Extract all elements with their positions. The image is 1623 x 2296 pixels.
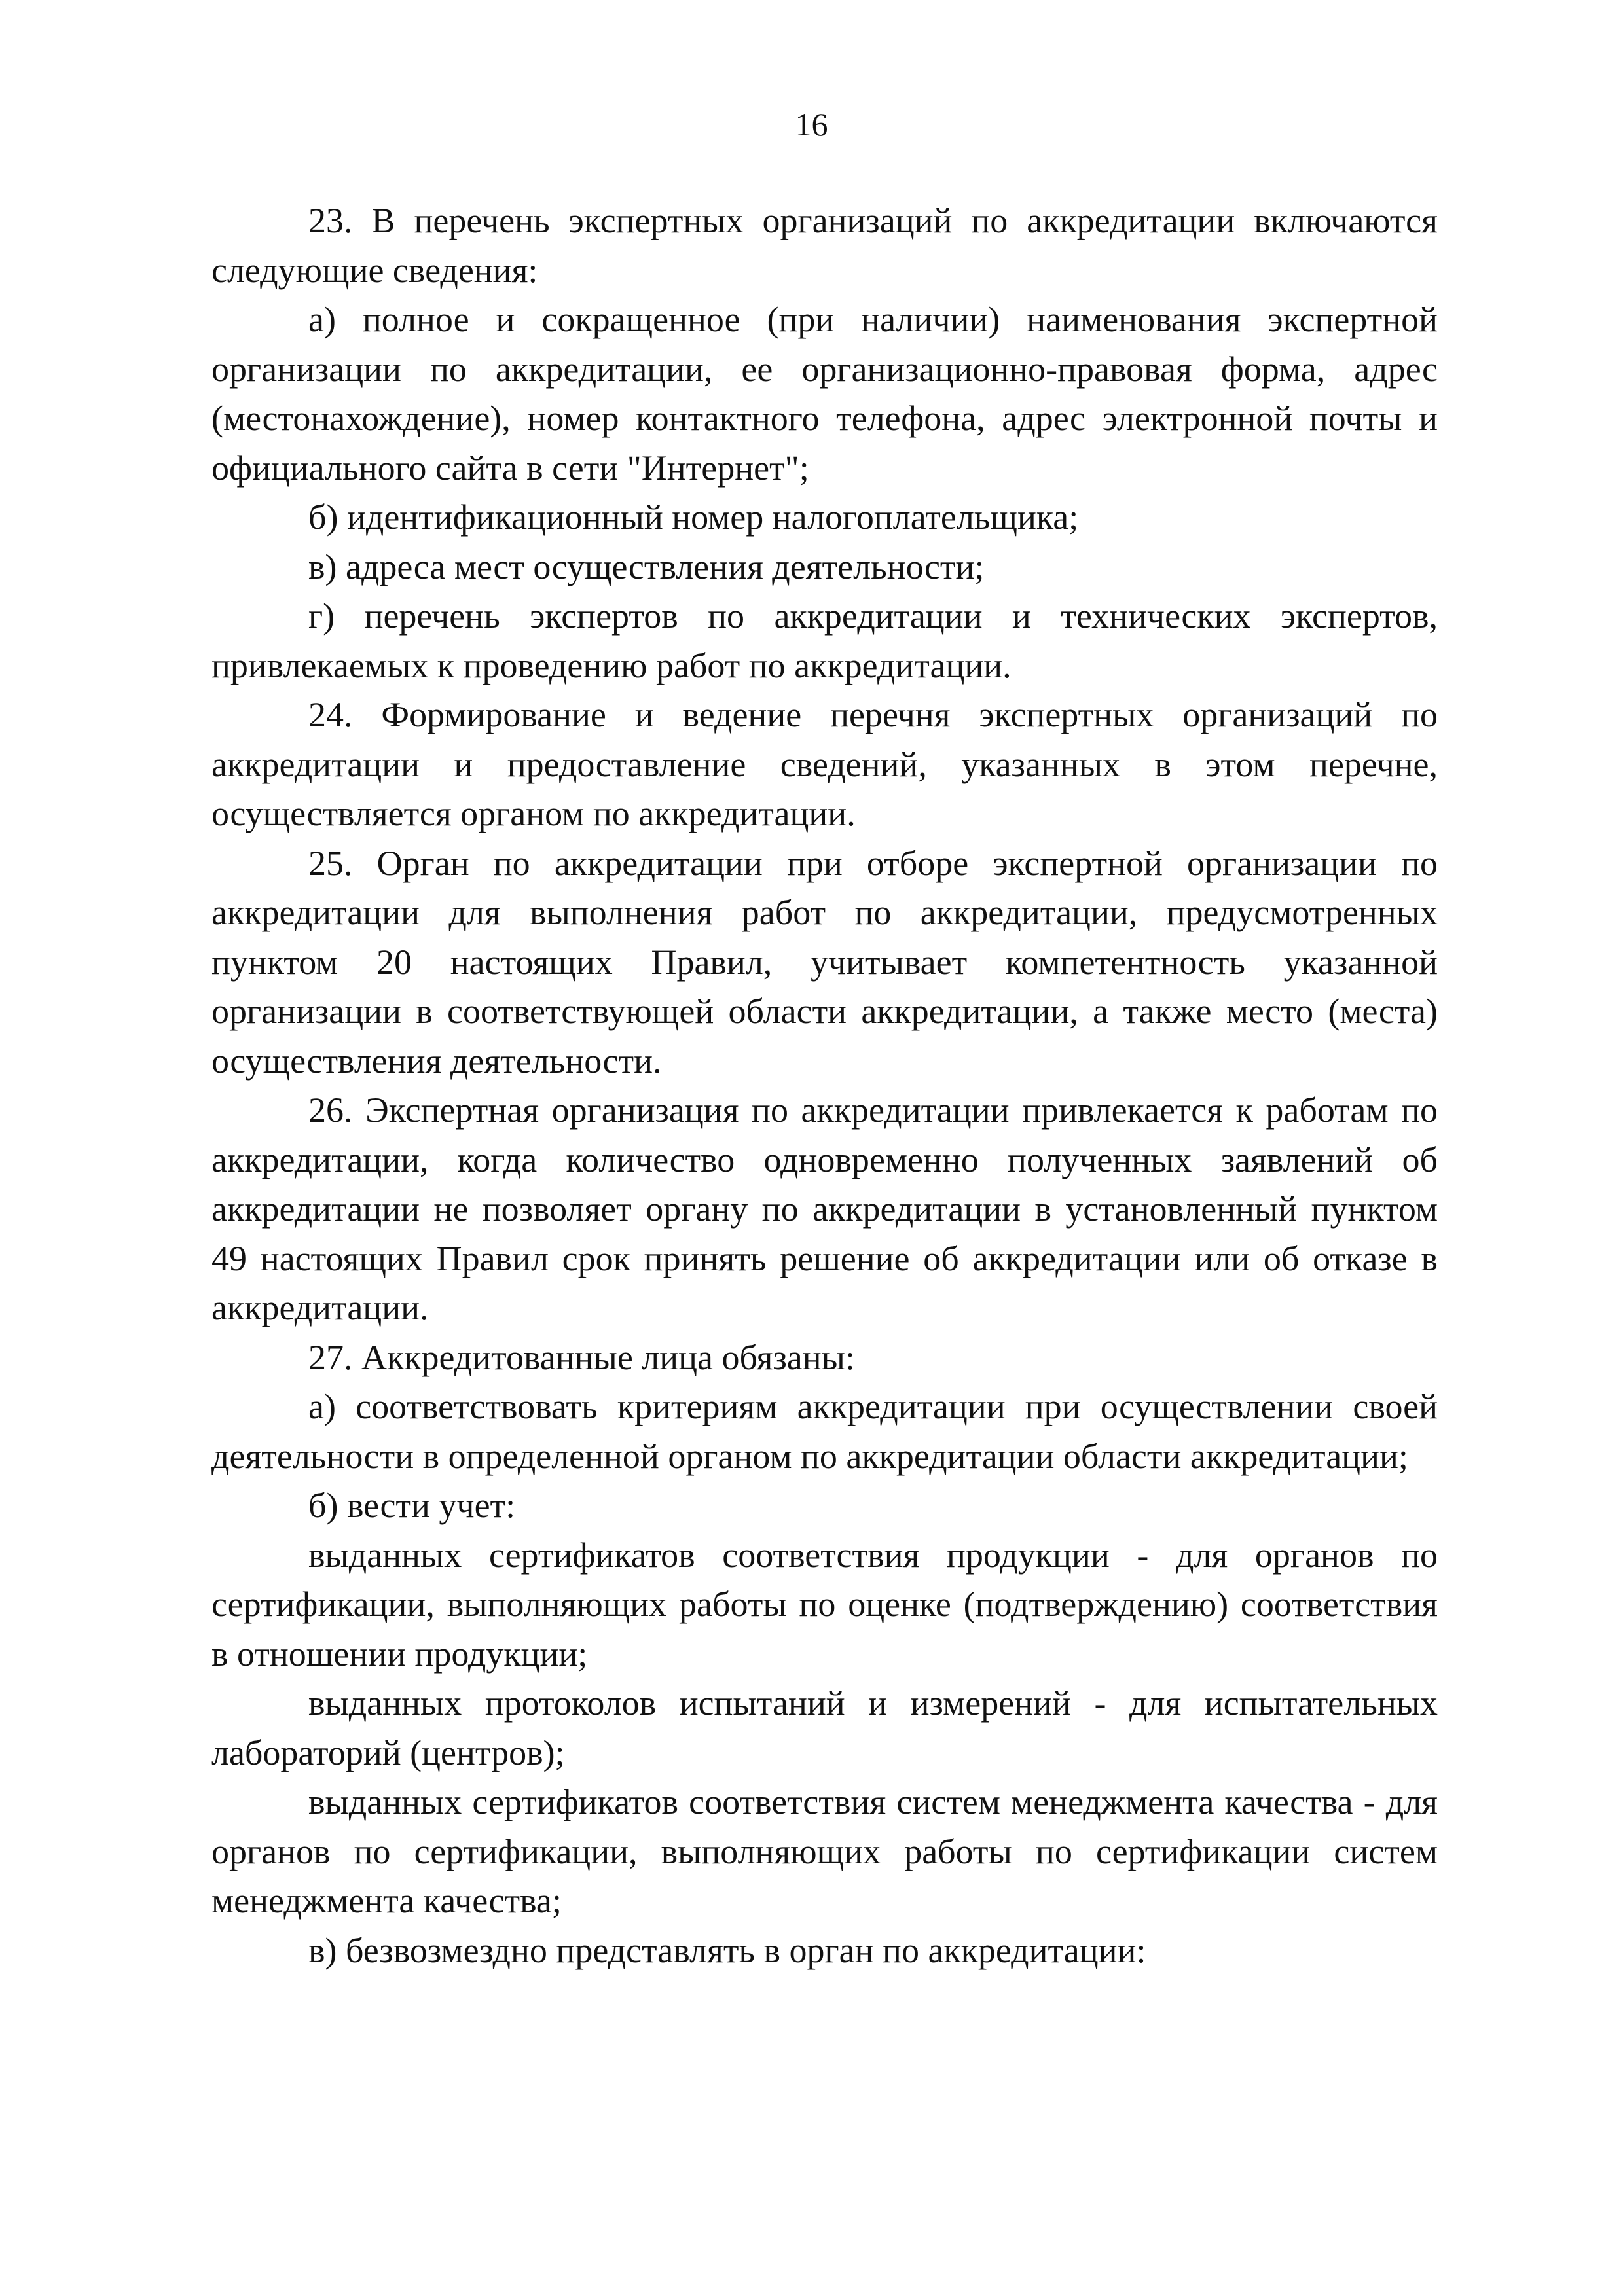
paragraph-23-a: а) полное и сокращенное (при наличии) наименования экспертной организации по аккредитации, ее организационно-правовая форма, адрес (местонахождение), номер контактного телефона, адрес электронной почты и официального сайта в сети "Интернет"; xyxy=(211,300,1438,488)
paragraph-24: 24. Формирование и ведение перечня экспертных организаций по аккредитации и предоставление сведений, указанных в этом перечне, осуществляется органом по аккредитации. xyxy=(211,695,1438,833)
paragraph-26: 26. Экспертная организация по аккредитации привлекается к работам по аккредитации, когда количество одновременно полученных заявлений об аккредитации не позволяет органу по аккредитации в установленный пунктом 49 настоящих Правил срок принять решение об аккредитации или об отказе в аккредитации. xyxy=(211,1090,1438,1327)
paragraph-27-b: б) вести учет: xyxy=(308,1486,516,1525)
paragraph-27-a: а) соответствовать критериям аккредитации при осуществлении своей деятельности в определенной органом по аккредитации области аккредитации; xyxy=(211,1387,1438,1476)
paragraph-27-v: в) безвозмездно представлять в орган по аккредитации: xyxy=(308,1930,1146,1970)
paragraph-25: 25. Орган по аккредитации при отборе экспертной организации по аккредитации для выполнения работ по аккредитации, предусмотренных пунктом 20 настоящих Правил, учитывает компетентность указанной организации в соответствующей области аккредитации, а также место (места) осуществления деятельности. xyxy=(211,843,1438,1081)
paragraph-27-b-protocols: выданных протоколов испытаний и измерений - для испытательных лабораторий (центров); xyxy=(211,1683,1438,1772)
paragraph-23-b: б) идентификационный номер налогоплательщика; xyxy=(308,497,1079,537)
document-body xyxy=(211,196,1438,1975)
paragraph-23: 23. В перечень экспертных организаций по аккредитации включаются следующие сведения: xyxy=(211,201,1438,290)
paragraph-23-v: в) адреса мест осуществления деятельности; xyxy=(308,547,985,586)
paragraph-27-b-quality-certificates: выданных сертификатов соответствия систем менеджмента качества - для органов по сертификации, выполняющих работы по сертификации систем менеджмента качества; xyxy=(211,1782,1438,1920)
paragraph-27: 27. Аккредитованные лица обязаны: xyxy=(308,1337,855,1377)
page-number: 16 xyxy=(795,106,828,143)
paragraph-27-b-certificates: выданных сертификатов соответствия продукции - для органов по сертификации, выполняющих работы по оценке (подтверждению) соответствия в отношении продукции; xyxy=(211,1535,1438,1674)
paragraph-23-g: г) перечень экспертов по аккредитации и технических экспертов, привлекаемых к проведению работ по аккредитации. xyxy=(211,596,1438,685)
